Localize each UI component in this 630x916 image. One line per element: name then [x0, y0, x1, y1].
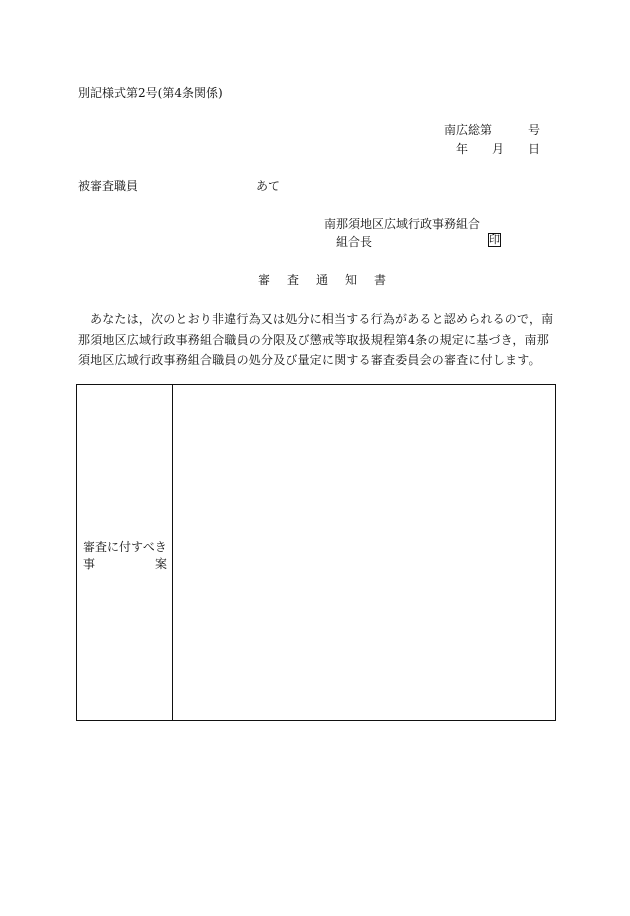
- case-label: [83, 539, 167, 573]
- case-label-line2: [83, 556, 167, 573]
- document-number-prefix: 南広総第: [444, 123, 493, 137]
- seal-box: 印: [489, 233, 500, 246]
- document-number-suffix: 号: [528, 123, 541, 137]
- case-label-line1: 審査に付すべき: [83, 540, 167, 554]
- issuer-title: 組合長: [336, 235, 373, 249]
- case-label-line2-left: 事: [83, 557, 96, 571]
- table-divider: [172, 385, 173, 720]
- addressee-honorific: あて: [256, 179, 281, 193]
- date-month: 月: [492, 142, 505, 156]
- body-paragraph: あなたは，次のとおり非違行為又は処分に相当する行為があると認められるので，南那須地区広域行政事務組合職員の分限及び懲戒等取扱規程第4条の規定に基づき，南那須地区広域行政事務組合職員の処分及び量定に関する審査委員会の審査に付します。: [78, 312, 554, 367]
- issuer-organization: 南那須地区広域行政事務組合: [324, 217, 481, 231]
- document-title: 審査通知書: [258, 273, 404, 287]
- case-content-cell[interactable]: [177, 391, 549, 714]
- date-year: 年: [456, 142, 469, 156]
- case-table: [76, 384, 556, 721]
- case-label-line2-right: 案: [154, 557, 167, 571]
- form-identifier: 別記様式第2号(第4条関係): [78, 86, 223, 100]
- addressee-label: 被審査職員: [78, 179, 139, 193]
- date-day: 日: [528, 142, 541, 156]
